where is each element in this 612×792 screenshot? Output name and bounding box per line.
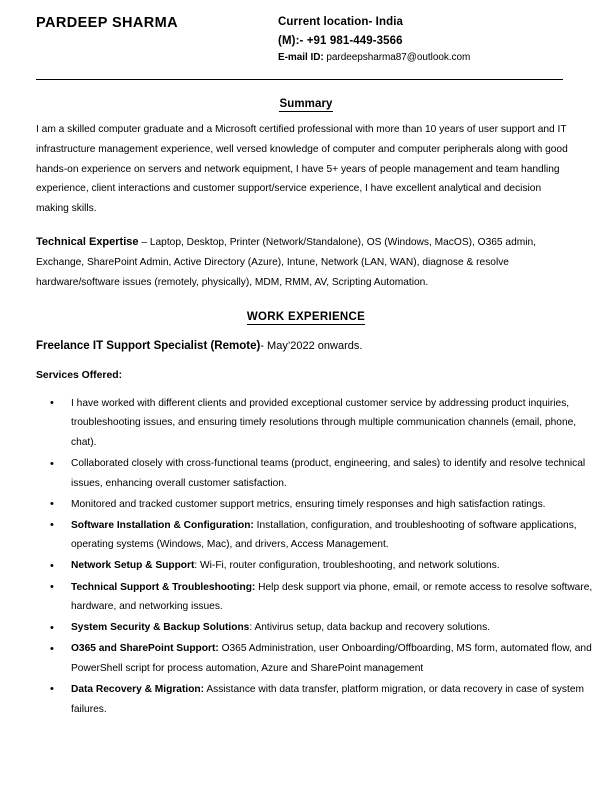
contact-block xyxy=(278,13,470,66)
technical-expertise-label: Technical Expertise xyxy=(36,236,139,249)
contact-email-label: E-mail ID: xyxy=(278,52,324,64)
header-divider xyxy=(36,79,563,80)
summary-heading-text: Summary xyxy=(279,98,333,111)
resume-header xyxy=(0,0,612,66)
list-item xyxy=(71,454,598,493)
list-item-label: Technical Support & Troubleshooting: xyxy=(71,581,256,593)
job-title-row xyxy=(36,337,576,356)
contact-location: Current location- India xyxy=(278,16,404,28)
list-item-text: : Wi-Fi, router configuration, troubleshooting, and network solutions. xyxy=(194,560,500,572)
list-item xyxy=(71,618,598,638)
contact-email-row xyxy=(278,50,470,66)
list-item-label: Network Setup & Support xyxy=(71,560,195,572)
services-bullet-list xyxy=(36,394,598,719)
list-item-text: Monitored and tracked customer support metrics, ensuring timely responses and high satisfaction ratings. xyxy=(71,498,546,510)
list-item xyxy=(71,578,598,617)
candidate-name: PARDEEP SHARMA xyxy=(36,15,179,31)
list-item xyxy=(71,556,598,576)
list-item-text: Assistance with data transfer, platform migration, or data recovery in case of system failures. xyxy=(71,683,584,715)
list-item xyxy=(71,680,598,719)
list-item-label: O365 and SharePoint Support: xyxy=(71,643,219,655)
list-item xyxy=(71,394,598,453)
list-item-text: Collaborated closely with cross-functional teams (product, engineering, and sales) to identify and resolve technical issues, enhancing overall customer satisfaction. xyxy=(71,458,586,489)
job-dates: - May’2022 onwards. xyxy=(260,339,363,352)
contact-email-value: pardeepsharma87@outlook.com xyxy=(326,52,471,64)
technical-expertise-text: – Laptop, Desktop, Printer (Network/Standalone), OS (Windows, MacOS), O365 admin, Exchange, SharePoint Admin, Active Directory (Azure), Intune, Network (LAN, WAN), diagnose & resolve hardware/software issues (remotely, physically), MDM, RMM, AV, Scripting Automation. xyxy=(36,237,536,289)
work-experience-section-heading xyxy=(0,311,612,323)
job-role: Freelance IT Support Specialist (Remote) xyxy=(36,339,261,352)
list-item-text: Help desk support via phone, email, or remote access to resolve software, hardware, and networking issues. xyxy=(71,581,593,613)
services-offered-label: Services Offered: xyxy=(36,370,123,382)
list-item-text: : Antivirus setup, data backup and recovery solutions. xyxy=(249,622,491,634)
summary-section-heading xyxy=(0,98,612,110)
summary-paragraph: I am a skilled computer graduate and a Microsoft certified professional with more than 10 years of user support and IT infrastructure management experience, well versed knowledge of computer and computer peripherals along with good hands-on experience on servers and network equipment, I have 5+ years of people management and team handling experience, client interactions and customer support/service experience, I have excellent analytical and decision making skills. xyxy=(36,124,568,214)
technical-expertise-paragraph xyxy=(36,232,572,292)
list-item-text: I have worked with different clients and provided exceptional customer service by addressing product inquiries, troubleshooting issues, and ensuring timely resolutions through multiple communication channels (email, phone, chat). xyxy=(71,397,577,448)
list-item-label: System Security & Backup Solutions xyxy=(71,622,250,634)
contact-phone: (M):- +91 981-449-3566 xyxy=(278,34,403,47)
list-item xyxy=(71,495,598,515)
work-experience-heading-text: WORK EXPERIENCE xyxy=(246,310,366,323)
list-item-text: O365 Administration, user Onboarding/Offboarding, MS form, automated flow, and PowerShell script for process automation, Azure and SharePoint management xyxy=(71,643,592,674)
list-item-text: Installation, configuration, and troubleshooting of software applications, operating systems (Windows, Mac), and drivers, Access Management. xyxy=(71,519,577,551)
list-item xyxy=(71,639,598,678)
list-item xyxy=(71,516,598,555)
list-item-label: Software Installation & Configuration: xyxy=(71,519,254,531)
list-item-label: Data Recovery & Migration: xyxy=(71,683,205,695)
